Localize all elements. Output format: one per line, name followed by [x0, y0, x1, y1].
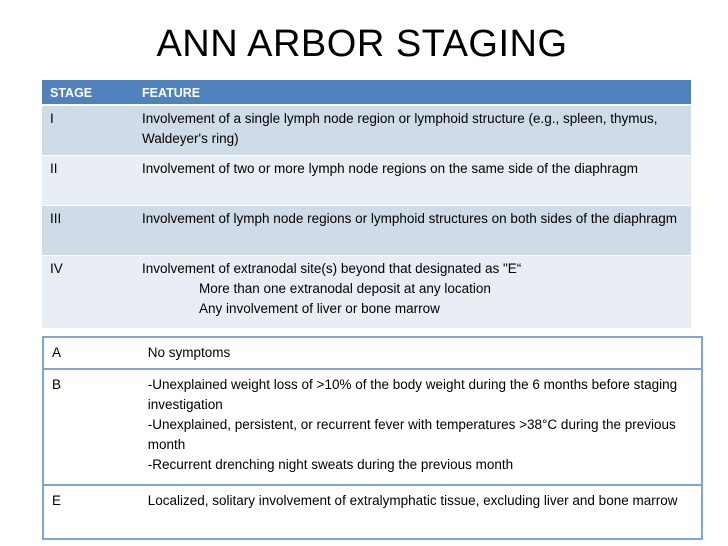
symptom-description-cell: [140, 369, 702, 485]
feature-text: Involvement of two or more lymph node regions on the same side of the diaphragm: [142, 161, 639, 176]
feature-cell: [134, 206, 691, 256]
stage-cell: I: [42, 105, 134, 156]
table-row: [42, 156, 691, 206]
stage-cell: III: [42, 206, 134, 256]
table-row: [42, 256, 691, 329]
stage-cell: II: [42, 156, 134, 206]
feature-cell: [134, 105, 691, 156]
feature-subitem: Any involvement of liver or bone marrow: [199, 301, 440, 316]
table-row: [43, 369, 702, 485]
staging-header-row: [42, 80, 691, 105]
symptom-description-cell: [140, 337, 702, 369]
symptom-description-cell: [140, 485, 702, 539]
feature-text: Involvement of extranodal site(s) beyond that designated as "E“: [142, 261, 522, 276]
column-header-feature: FEATURE: [134, 80, 691, 105]
table-row: [42, 206, 691, 256]
column-header-stage: STAGE: [42, 80, 134, 105]
symptom-code-cell: B: [43, 369, 140, 485]
table-row: [42, 105, 691, 156]
table-row: [43, 485, 702, 539]
symptom-text: -Recurrent drenching night sweats during the previous month: [147, 457, 514, 472]
feature-cell: [134, 156, 691, 206]
symptom-text: Localized, solitary involvement of extralymphatic tissue, excluding liver and bone marrow: [147, 493, 678, 508]
stage-cell: IV: [42, 256, 134, 329]
table-row: [43, 337, 702, 369]
page-title-text: ANN ARBOR STAGING: [156, 23, 568, 65]
page-title: [0, 22, 728, 66]
symptom-text: No symptoms: [147, 345, 231, 360]
symptom-code-cell: A: [43, 337, 140, 369]
feature-subitem: More than one extranodal deposit at any location: [199, 281, 491, 296]
symptom-text: -Unexplained, persistent, or recurrent fever with temperatures >38°C during the previous month: [147, 417, 676, 452]
symptom-code-cell: E: [43, 485, 140, 539]
feature-text: Involvement of lymph node regions or lymphoid structures on both sides of the diaphragm: [142, 211, 678, 226]
feature-cell: [134, 256, 691, 329]
symptoms-table: [42, 336, 703, 540]
staging-table: [42, 80, 691, 329]
symptom-text: -Unexplained weight loss of >10% of the body weight during the 6 months before staging investigation: [147, 377, 678, 412]
feature-text: Involvement of a single lymph node region or lymphoid structure (e.g., spleen, thymus, Waldeyer's ring): [142, 111, 658, 146]
